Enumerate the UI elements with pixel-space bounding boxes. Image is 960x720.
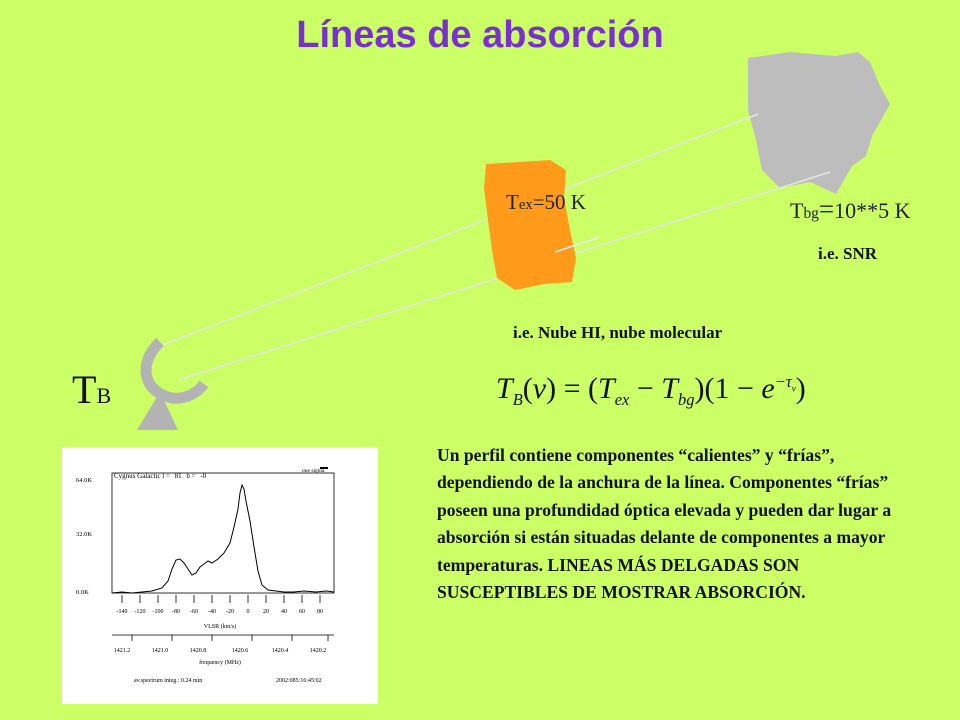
x-tick-label: -40 (208, 609, 216, 615)
y-tick-64: 64.0K (76, 477, 93, 484)
plot-frame (112, 473, 334, 593)
spectrum-footer-right: 2002:085:16:45:02 (276, 678, 322, 684)
spectrum-svg (62, 447, 378, 704)
x-tick-label: 60 (299, 609, 305, 615)
freq-ticks (132, 635, 328, 641)
freq-tick-label: 1420.8 (189, 648, 207, 654)
tex-label: Tex=50 K (506, 190, 586, 214)
x-tick-label: 80 (317, 609, 323, 615)
spectrum-plot (62, 447, 378, 704)
x-tick-label: -60 (190, 609, 198, 615)
y-tick-32: 32.0K (76, 531, 93, 538)
y-tick-0: 0.0K (76, 589, 89, 596)
x-tick-label: 0 (246, 609, 250, 615)
tb-label: TB (72, 367, 112, 412)
freq-tick-label: 1421.0 (151, 648, 169, 654)
freq-tick-label: 1420.6 (231, 648, 249, 654)
x-tick-label: -120 (134, 609, 146, 615)
freq-axis-label: frequency (MHz) (199, 660, 241, 666)
snr-label: i.e. SNR (818, 244, 878, 263)
antenna-dish (146, 342, 204, 398)
tbg-label: Tbg=10**5 K (790, 194, 911, 224)
x-tick-label: 20 (263, 609, 269, 615)
cloud-type-label: i.e. Nube HI, nube molecular (513, 323, 723, 342)
freq-tick-label: 1420.2 (309, 648, 327, 654)
freq-tick-label: 1420.4 (271, 648, 289, 654)
x-tick-label: -100 (152, 609, 164, 615)
freq-tick-label: 1421.2 (113, 648, 131, 654)
x-tick-label: -20 (226, 609, 234, 615)
x-tick-label: -80 (172, 609, 180, 615)
legend-label: one sigma (302, 468, 325, 474)
line-of-sight-upper (150, 114, 758, 350)
formula: $T_B(\nu) = (T_{ex} - T_{bg})(1 - e^{-\tau_\nu})$ (496, 372, 806, 409)
page-title: Líneas de absorción (296, 14, 664, 56)
x-axis-label: VLSR (km/s) (203, 624, 237, 630)
spectrum-trace (112, 485, 334, 593)
explanation-paragraph: Un perfil contiene componentes “calientes” y “frías”, dependiendo de la anchura de la línea. Componentes “frías” poseen una profundidad óptica elevada y pueden dar lugar a absorción si están situadas delante de componentes a mayor temperaturas. LINEAS MÁS DELGADAS SON SUSCEPTIBLES DE MOSTRAR ABSORCIÓN. (437, 445, 892, 603)
spectrum-footer-left: av.spectrum integ.: 0.24 min (134, 678, 203, 684)
x-ticks (122, 595, 320, 603)
spectrum-header: Cygnus Galactic l = 81 b = -0 (114, 472, 207, 480)
x-tick-label: -140 (116, 609, 128, 615)
x-tick-label: 40 (281, 609, 287, 615)
cloud-blob (484, 160, 576, 290)
snr-blob (748, 52, 890, 194)
